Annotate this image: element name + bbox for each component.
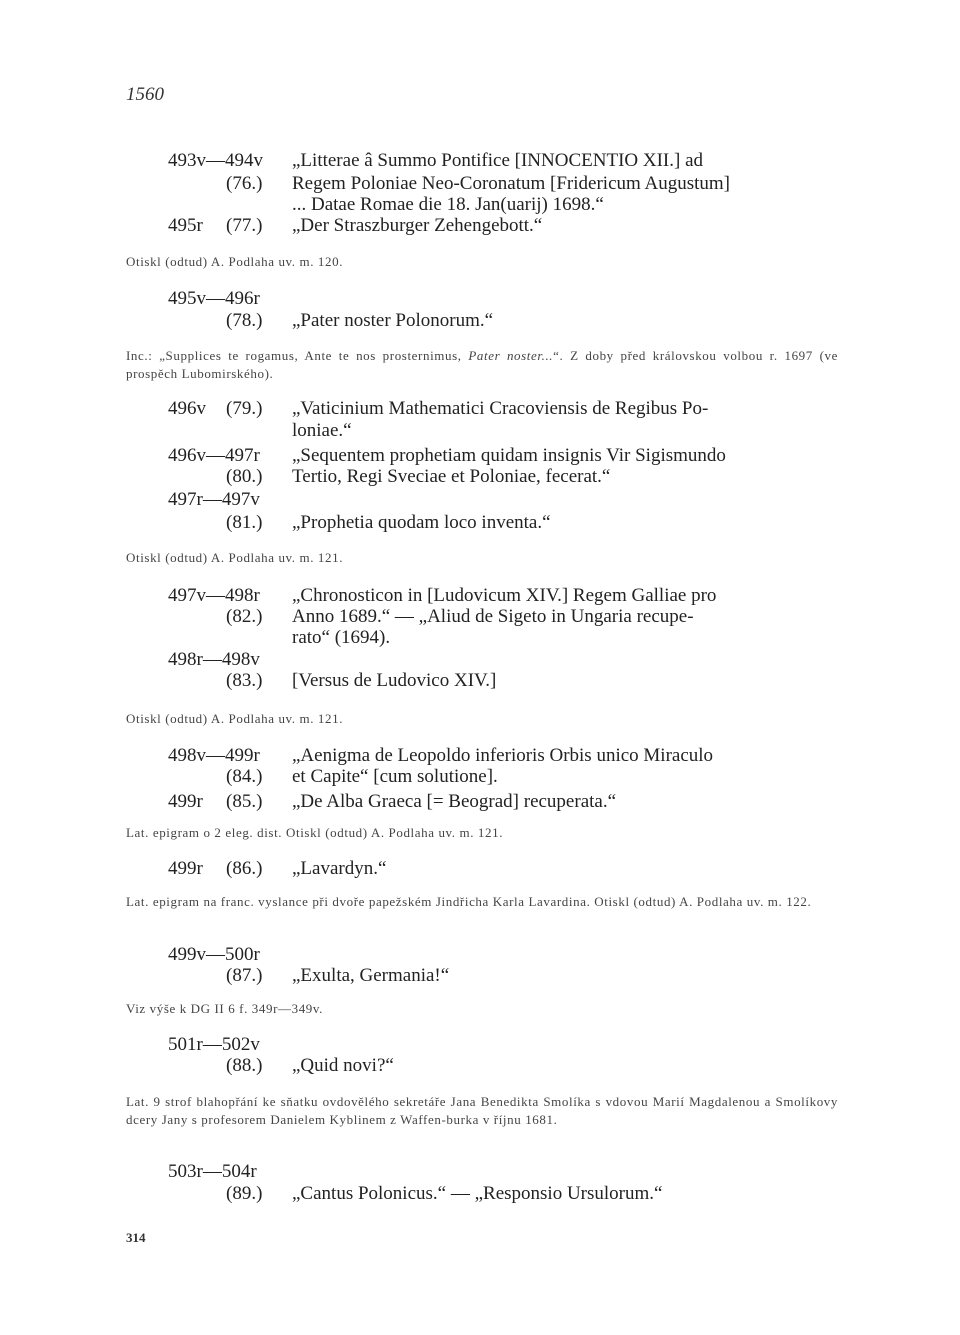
editorial-note: Viz výše k DG II 6 f. 349r—349v. (126, 1001, 324, 1016)
entry-text-line: [Versus de Ludovico XIV.] (292, 670, 497, 691)
folio-ref: 501r—502v (168, 1034, 260, 1055)
folio-ref: 499r (168, 858, 203, 879)
entry-text-line: Anno 1689.“ — „Aliud de Sigeto in Ungaria recupe- (292, 606, 694, 627)
entry-text-line: Regem Poloniae Neo-Coronatum [Fridericum Augustum] (292, 173, 730, 194)
entry-text-line: „Chronosticon in [Ludovicum XIV.] Regem Galliae pro (292, 585, 717, 606)
running-header-page-label: 1560 (126, 84, 164, 105)
folio-ref: 495r (168, 215, 203, 236)
entry-text-line: „Litterae â Summo Pontifice [INNOCENTIO XII.] ad (292, 150, 704, 171)
folio-ref: 496v (168, 398, 206, 419)
entry-text-line: „Lavardyn.“ (292, 858, 387, 879)
entry-number: (82.) (226, 606, 263, 627)
note-incipit-italic: Pater noster... (468, 348, 554, 363)
folio-ref: 495v—496r (168, 288, 260, 309)
entry-number: (88.) (226, 1055, 263, 1076)
page-number: 314 (126, 1230, 146, 1245)
entry-text-line: loniae.“ (292, 420, 352, 441)
folio-ref: 496v—497r (168, 445, 260, 466)
entry-number: (89.) (226, 1183, 263, 1204)
entry-text-line: „De Alba Graeca [= Beograd] recuperata.“ (292, 791, 617, 812)
entry-text-line: „Aenigma de Leopoldo inferioris Orbis unico Miraculo (292, 745, 714, 766)
entry-text-line: et Capite“ [cum solutione]. (292, 766, 498, 787)
folio-ref: 503r—504r (168, 1161, 257, 1182)
entry-text-line: „Quid novi?“ (292, 1055, 394, 1076)
folio-ref: 499r (168, 791, 203, 812)
entry-number: (86.) (226, 858, 263, 879)
entry-text-line: „Prophetia quodam loco inventa.“ (292, 512, 551, 533)
folio-ref: 498r—498v (168, 649, 260, 670)
editorial-note: Otiskl (odtud) A. Podlaha uv. m. 121. (126, 711, 344, 726)
editorial-note (126, 347, 838, 383)
editorial-note: Lat. epigram o 2 eleg. dist. Otiskl (odtud) A. Podlaha uv. m. 121. (126, 825, 504, 840)
entry-text-line: „Cantus Polonicus.“ — „Responsio Ursulorum.“ (292, 1183, 663, 1204)
entry-number: (81.) (226, 512, 263, 533)
folio-ref: 499v—500r (168, 944, 260, 965)
entry-text-line: „Der Straszburger Zehengebott.“ (292, 215, 543, 236)
entry-text-line: rato“ (1694). (292, 627, 391, 648)
folio-ref: 498v—499r (168, 745, 260, 766)
entry-number: (77.) (226, 215, 263, 236)
entry-number: (85.) (226, 791, 263, 812)
editorial-note: Lat. epigram na franc. vyslance při dvoře papežském Jindřicha Karla Lavardina. Otiskl (odtud) A. Podlaha uv. m. 122. (126, 894, 812, 909)
editorial-note: Otiskl (odtud) A. Podlaha uv. m. 121. (126, 550, 344, 565)
editorial-note: Otiskl (odtud) A. Podlaha uv. m. 120. (126, 254, 344, 269)
entry-number: (76.) (226, 173, 263, 194)
entry-text-line: Tertio, Regi Sveciae et Poloniae, fecerat.“ (292, 466, 611, 487)
entry-text-line: „Pater noster Polonorum.“ (292, 310, 494, 331)
note-incipit-tail: “. Z doby před královskou volbou r. 1697 (ve prospěch Lubomirského). (126, 348, 838, 381)
entry-number: (79.) (226, 398, 263, 419)
entry-text-line: „Exulta, Germania!“ (292, 965, 450, 986)
editorial-note: Lat. 9 strof blahopřání ke sňatku ovdovělého sekretáře Jana Benedikta Smolíka s vdovou Marií Magdalenou a Smolíkovy dcery Jany s profesorem Danielem Kyblinem z Waffen-burka v říjnu 1681. (126, 1094, 838, 1127)
entry-text-line: ... Datae Romae die 18. Jan(uarij) 1698.“ (292, 194, 604, 215)
entry-number: (87.) (226, 965, 263, 986)
entry-text-line: „Vaticinium Mathematici Cracoviensis de Regibus Po- (292, 398, 709, 419)
entry-number: (84.) (226, 766, 263, 787)
entry-number: (83.) (226, 670, 263, 691)
entry-text-line: „Sequentem prophetiam quidam insignis Vir Sigismundo (292, 445, 726, 466)
folio-ref: 497v—498r (168, 585, 260, 606)
folio-ref: 493v—494v (168, 150, 263, 171)
entry-number: (80.) (226, 466, 263, 487)
entry-number: (78.) (226, 310, 263, 331)
note-incipit: Inc.: „Supplices te rogamus, Ante te nos prosternimus, (126, 348, 462, 363)
folio-ref: 497r—497v (168, 489, 260, 510)
